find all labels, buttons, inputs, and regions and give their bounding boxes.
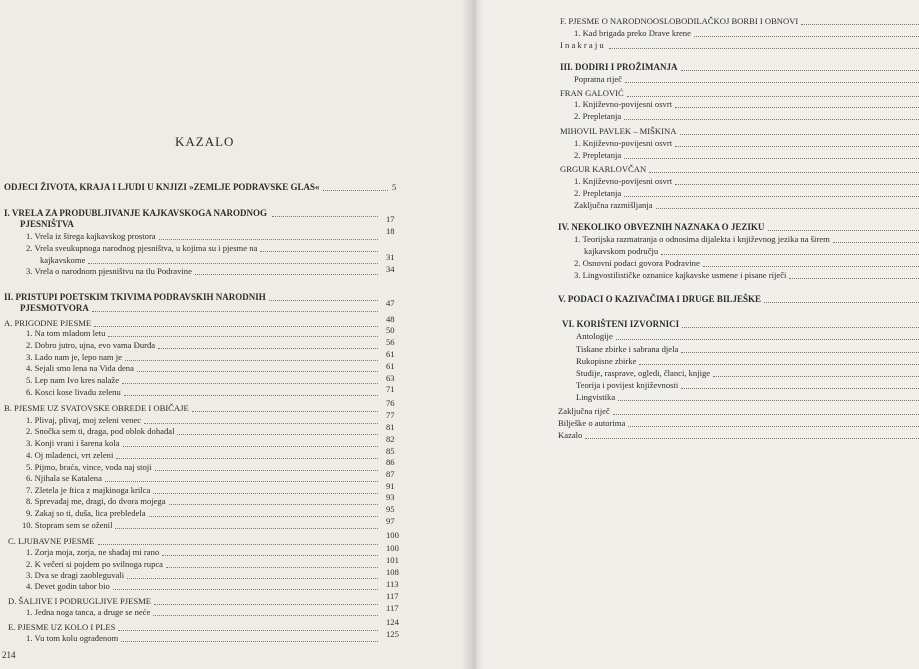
dot-leader xyxy=(681,70,919,71)
toc-page-number: 117 xyxy=(386,603,399,613)
dot-leader xyxy=(764,302,919,303)
toc-entry: 1. Vrela iz širega kajkavskog prostora xyxy=(26,231,156,241)
dot-leader xyxy=(801,24,919,25)
toc-entry: III. DODIRI I PROŽIMANJA xyxy=(560,62,678,72)
toc-page-number: 125 xyxy=(386,629,399,639)
toc-entry: 1. Književno-povijesni osvrt xyxy=(574,138,673,148)
toc-entry: 1. Zorja moja, zorja, ne shađaj mi rano xyxy=(26,547,160,557)
dot-leader xyxy=(625,82,919,83)
toc-entry: E. PJESME UZ KOLO I PLES xyxy=(8,622,116,632)
dot-leader xyxy=(675,146,919,147)
toc-entry: Lingvistika xyxy=(576,392,616,402)
toc-entry: 2. Dobro jutro, ujna, evo vama Đurđa xyxy=(26,340,156,350)
toc-entry: I. VRELA ZA PRODUBLJIVANJE KAJKAVSKOGA NARODNOG xyxy=(4,208,268,218)
dot-leader xyxy=(144,423,378,424)
toc-entry: 1. Vu tom kolu ograđenom xyxy=(26,633,119,643)
toc-entry: 4. Oj mladenci, vrt zeleni xyxy=(26,450,114,460)
toc-page-number: 61 xyxy=(386,349,395,359)
dot-leader xyxy=(121,641,378,642)
dot-leader xyxy=(137,371,378,372)
dot-leader xyxy=(153,493,378,494)
toc-entry: 2. Prepletanja xyxy=(574,150,622,160)
dot-leader xyxy=(618,400,919,401)
toc-page-number: 124 xyxy=(386,617,399,627)
toc-entry: ODJECI ŽIVOTA, KRAJA I LJUDI U KNJIZI »ZEMLJE PODRAVSKE GLAS« xyxy=(4,182,320,192)
dot-leader xyxy=(656,208,919,209)
toc-page-number: 77 xyxy=(386,410,395,420)
dot-leader xyxy=(158,348,378,349)
toc-entry: Teorija i povijest književnosti xyxy=(576,380,679,390)
toc-entry: 3. Lado nam je, lepo nam je xyxy=(26,352,122,362)
dot-leader xyxy=(105,481,378,482)
dot-leader xyxy=(269,300,378,301)
dot-leader xyxy=(675,184,919,185)
toc-entry: 3. Lingvostilističke oznanice kajkavske usmene i pisane riječi xyxy=(574,270,787,280)
page-title: KAZALO xyxy=(175,134,235,149)
toc-entry: 6. Njihala se Katalena xyxy=(26,473,102,483)
toc-entry: 5. Pijmo, braća, vince, voda naj stoji xyxy=(26,462,152,472)
toc-page-number: 100 xyxy=(386,530,399,540)
toc-entry: PJESNIŠTVA xyxy=(20,219,74,229)
toc-entry: 2. Snočka sem ti, draga, pod oblok dohađal xyxy=(26,426,175,436)
dot-leader xyxy=(661,254,919,255)
dot-leader xyxy=(118,630,378,631)
toc-entry: Studije, rasprave, ogledi, članci, knjige xyxy=(576,368,711,378)
dot-leader xyxy=(616,339,919,340)
toc-entry: 8. Sprevađaj me, dragi, do dvora mojega xyxy=(26,496,166,506)
dot-leader xyxy=(115,528,378,529)
toc-entry: D. ŠALJIVE I PODRUGLJIVE PJESME xyxy=(8,596,151,606)
toc-entry: Rukopisne zbirke xyxy=(576,356,637,366)
toc-entry: 3. Vrela o narodnom pjesništvu na tlu Podravine xyxy=(26,266,192,276)
dot-leader xyxy=(195,274,378,275)
toc-entry: 3. Dva se dragi zaobleguvali xyxy=(26,570,125,580)
dot-leader xyxy=(162,555,378,556)
toc-entry: 2. Prepletanja xyxy=(574,111,622,121)
toc-entry: 2. Osnovni podaci govora Podravine xyxy=(574,258,700,268)
toc-entry: GRGUR KARLOVČAN xyxy=(560,164,647,174)
toc-page-number: 108 xyxy=(386,567,399,577)
dot-leader xyxy=(628,426,919,427)
dot-leader xyxy=(681,352,919,353)
toc-entry: 4. Sejali smo lena na Vida dena xyxy=(26,363,134,373)
toc-page-number: 81 xyxy=(386,422,395,432)
toc-entry: I n a k r a j u xyxy=(560,40,604,50)
toc-page-number: 61 xyxy=(386,361,395,371)
toc-entry: 3. Konji vrani i šarena kola xyxy=(26,438,120,448)
dot-leader xyxy=(123,446,378,447)
toc-page-number: 76 xyxy=(386,398,395,408)
toc-page-number: 63 xyxy=(386,373,395,383)
toc-entry: 9. Zakaj so ti, duša, lica prebledela xyxy=(26,508,146,518)
dot-leader xyxy=(833,242,919,243)
toc-entry: Popratna riječ xyxy=(574,74,622,84)
toc-entry: 2. Vrela sveukupnoga narodnog pjesništva, u kojima su i pjesme na xyxy=(26,243,258,253)
dot-leader xyxy=(323,190,388,191)
dot-leader xyxy=(169,504,378,505)
toc-entry: 10. Stopram sem se oženil xyxy=(22,520,113,530)
dot-leader xyxy=(155,470,378,471)
toc-entry: B. PJESME UZ SVATOVSKE OBREDE I OBIČAJE xyxy=(4,403,189,413)
toc-entry: VI. KORIŠTENI IZVORNICI xyxy=(562,319,680,329)
dot-leader xyxy=(192,411,378,412)
toc-page-number: 82 xyxy=(386,434,395,444)
dot-leader xyxy=(122,383,378,384)
dot-leader xyxy=(94,326,378,327)
toc-page-number: 86 xyxy=(386,457,395,467)
dot-leader xyxy=(624,119,919,120)
dot-leader xyxy=(154,604,378,605)
toc-page-number: 113 xyxy=(386,579,399,589)
toc-entry: II. PRISTUPI POETSKIM TKIVIMA PODRAVSKIH NARODNIH xyxy=(4,292,266,302)
toc-entry: 1. Kad brigada preko Drave krene xyxy=(574,28,691,38)
dot-leader xyxy=(713,376,919,377)
toc-page-number: 48 xyxy=(386,314,395,324)
dot-leader xyxy=(682,327,919,328)
dot-leader xyxy=(639,364,919,365)
toc-entry: kajkavskom području xyxy=(584,246,659,256)
dot-leader xyxy=(649,172,919,173)
dot-leader xyxy=(98,544,378,545)
toc-entry: Zaključna razmišljanja xyxy=(574,200,653,210)
toc-page-number: 100 xyxy=(386,543,399,553)
toc-page-number: 91 xyxy=(386,481,395,491)
toc-entry: Bilješke o autorima xyxy=(558,418,626,428)
toc-entry: Tiskane zbirke i sabrana djela xyxy=(576,344,679,354)
toc-entry: 1. Teorijska razmatranja o odnosima dijalekta i književnog jezika na širem xyxy=(574,234,830,244)
toc-page-number: 95 xyxy=(386,504,395,514)
toc-entry: kajkavskome xyxy=(40,255,86,265)
dot-leader xyxy=(272,216,378,217)
toc-entry: 1. Jedna noga tanca, a druge se neće xyxy=(26,607,151,617)
toc-page-number: 47 xyxy=(386,298,395,308)
dot-leader xyxy=(627,96,919,97)
toc-page-number: 101 xyxy=(386,555,399,565)
toc-entry: 1. Književno-povijesni osvrt xyxy=(574,99,673,109)
toc-entry: 1. Književno-povijesni osvrt xyxy=(574,176,673,186)
toc-page-number: 34 xyxy=(386,264,395,274)
dot-leader xyxy=(624,158,919,159)
dot-leader xyxy=(92,311,378,312)
toc-page-number: 97 xyxy=(386,516,395,526)
dot-leader xyxy=(703,266,919,267)
toc-entry: IV. NEKOLIKO OBVEZNIH NAZNAKA O JEZIKU xyxy=(558,222,765,232)
toc-entry: 1. Plivaj, plivaj, moj zeleni venec xyxy=(26,415,142,425)
dot-leader xyxy=(108,336,378,337)
toc-entry: 5. Lep nam Ivo kres nalaže xyxy=(26,375,120,385)
toc-page-number: 18 xyxy=(386,226,395,236)
dot-leader xyxy=(260,251,378,252)
toc-page-number: 56 xyxy=(386,337,395,347)
toc-entry: 6. Kosci kose livadu zelenu xyxy=(26,387,121,397)
dot-leader xyxy=(127,578,378,579)
dot-leader xyxy=(149,516,378,517)
page-number: 214 xyxy=(2,650,16,660)
toc-entry: FRAN GALOVIĆ xyxy=(560,88,624,98)
toc-entry: F. PJESME O NARODNOOSLOBODILAČKOJ BORBI I OBNOVI xyxy=(560,16,799,26)
dot-leader xyxy=(124,395,378,396)
right-page xyxy=(470,0,919,669)
toc-page-number: 93 xyxy=(386,492,395,502)
toc-page-number: 117 xyxy=(386,591,399,601)
toc-entry: 1. Na tom mladom letu xyxy=(26,328,106,338)
toc-entry: MIHOVIL PAVLEK – MIŠKINA xyxy=(560,126,677,136)
toc-page-number: 71 xyxy=(386,384,395,394)
dot-leader xyxy=(768,230,919,231)
toc-entry: Antologije xyxy=(576,331,613,341)
toc-entry: PJESMOTVORA xyxy=(20,303,89,313)
dot-leader xyxy=(159,239,378,240)
dot-leader xyxy=(177,434,378,435)
dot-leader xyxy=(609,48,919,49)
book-gutter xyxy=(462,0,484,669)
toc-entry: 7. Zletela je ftica z majkinoga krilca xyxy=(26,485,151,495)
toc-entry: Kazalo xyxy=(558,430,583,440)
dot-leader xyxy=(166,567,378,568)
toc-entry: 2. Prepletanja xyxy=(574,188,622,198)
toc-entry: 2. K večeri si pojdem po svilnoga rupca xyxy=(26,559,163,569)
dot-leader xyxy=(88,263,378,264)
dot-leader xyxy=(675,107,919,108)
toc-page-number: 17 xyxy=(386,214,395,224)
dot-leader xyxy=(694,36,919,37)
toc-entry: Zaključna riječ xyxy=(558,406,610,416)
toc-page-number: 5 xyxy=(392,182,397,192)
toc-entry: V. PODACI O KAZIVAČIMA I DRUGE BILJEŠKE xyxy=(558,294,761,304)
dot-leader xyxy=(125,360,378,361)
toc-page-number: 31 xyxy=(386,252,395,262)
dot-leader xyxy=(789,278,919,279)
toc-page-number: 50 xyxy=(386,325,395,335)
toc-page-number: 85 xyxy=(386,446,395,456)
dot-leader xyxy=(680,134,919,135)
dot-leader xyxy=(624,196,919,197)
dot-leader xyxy=(153,615,378,616)
dot-leader xyxy=(681,388,919,389)
toc-page-number: 87 xyxy=(386,469,395,479)
toc-entry: C. LJUBAVNE PJESME xyxy=(8,536,95,546)
dot-leader xyxy=(113,589,378,590)
dot-leader xyxy=(116,458,378,459)
toc-entry: A. PRIGODNE PJESME xyxy=(4,318,92,328)
dot-leader xyxy=(613,414,919,415)
toc-entry: 4. Devet godin tabor bio xyxy=(26,581,110,591)
dot-leader xyxy=(585,438,919,439)
